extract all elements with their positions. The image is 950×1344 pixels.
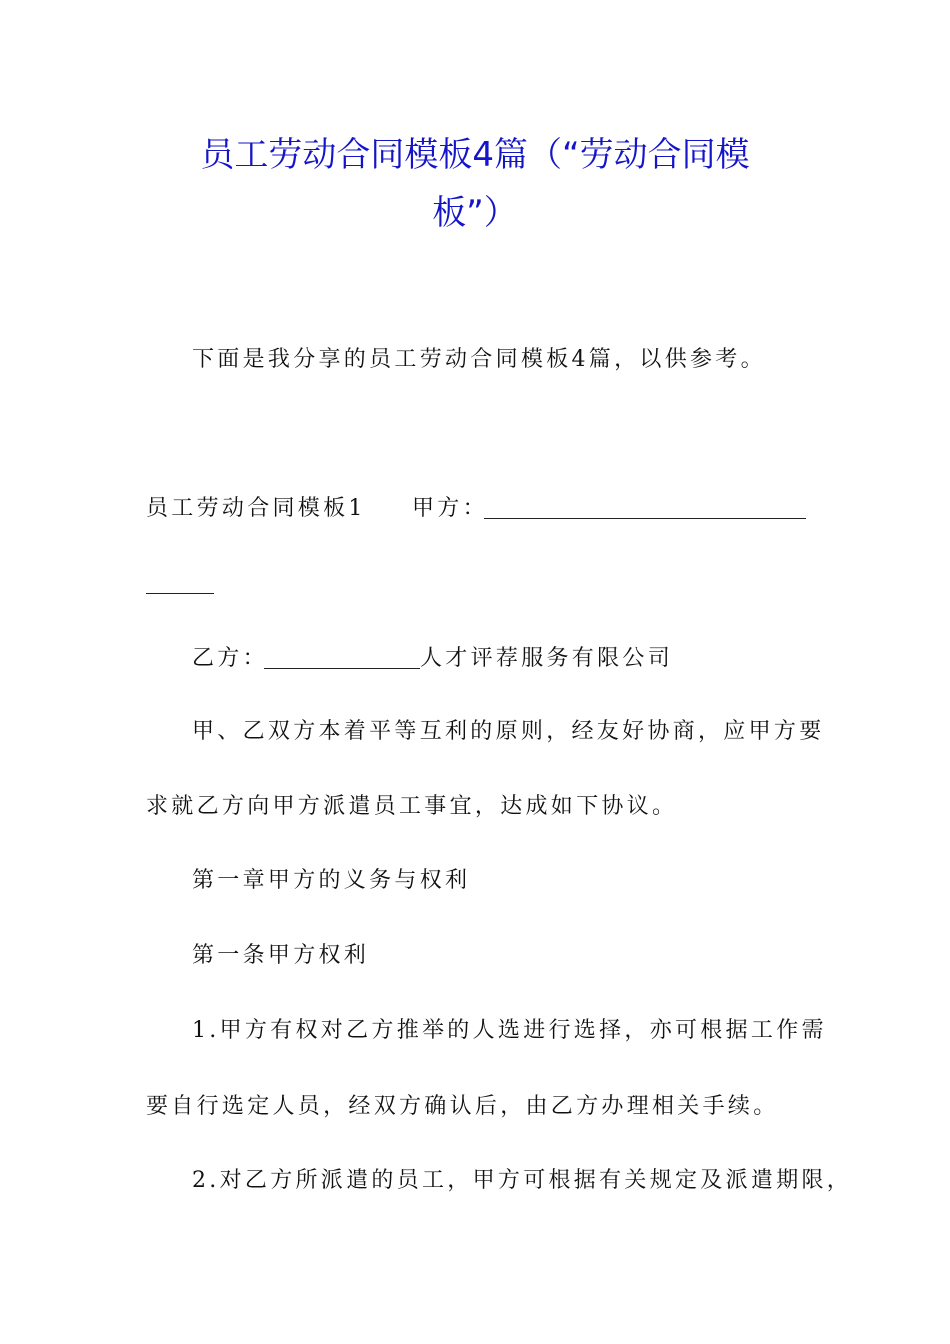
party-b-label: 乙方：: [192, 646, 268, 671]
document-title-line-2: 板”）: [432, 193, 518, 233]
template-1-heading: 员工劳动合同模板1: [146, 496, 366, 521]
paragraph-1-line-2: 求就乙方向甲方派遣员工事宜，达成如下协议。: [146, 794, 678, 819]
article-1-heading: 第一条甲方权利: [192, 943, 370, 968]
item-1-line-1: 1.甲方有权对乙方推举的人选进行选择，亦可根据工作需: [192, 1018, 827, 1043]
intro-paragraph: 下面是我分享的员工劳动合同模板4篇，以供参考。: [192, 347, 766, 372]
paragraph-1-line-1: 甲、乙双方本着平等互利的原则，经友好协商，应甲方要: [192, 719, 825, 744]
party-a-blank: [484, 518, 806, 519]
party-b-company-suffix: 人才评荐服务有限公司: [420, 646, 674, 671]
item-2-line-1: 2.对乙方所派遣的员工，甲方可根据有关规定及派遣期限，: [192, 1168, 853, 1193]
party-a-label: 甲方：: [412, 496, 488, 521]
document-title-line-1: 员工劳动合同模板4篇（“劳动合同模: [200, 135, 750, 175]
item-1-line-2: 要自行选定人员，经双方确认后，由乙方办理相关手续。: [146, 1094, 779, 1119]
chapter-1-heading: 第一章甲方的义务与权利: [192, 868, 471, 893]
party-a-blank-continued: [146, 593, 214, 594]
party-b-blank: [264, 668, 420, 669]
